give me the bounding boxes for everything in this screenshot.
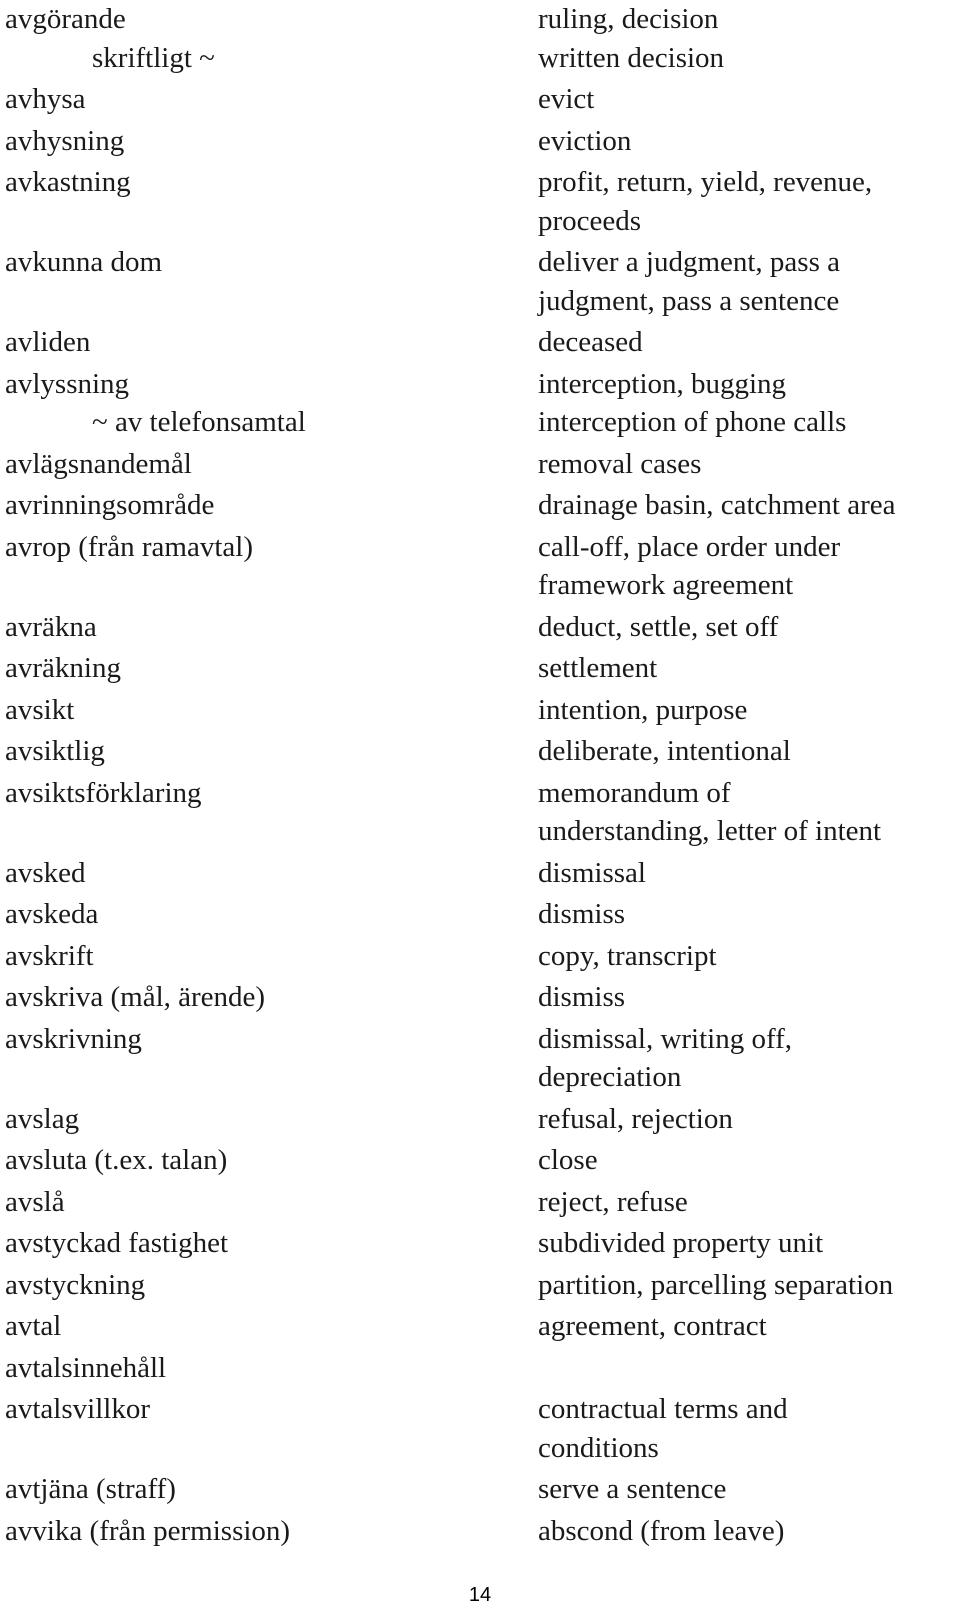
glossary-definition: [538, 1349, 958, 1388]
glossary-term: avhysning: [5, 124, 125, 157]
definition-line: dismiss: [538, 898, 626, 930]
glossary-entry: [0, 1266, 960, 1305]
definition-line: memorandum of: [538, 776, 731, 809]
glossary-term: avlyssning: [5, 367, 130, 400]
glossary-entry: [0, 1141, 960, 1180]
glossary-term: avstyckning: [5, 1268, 146, 1301]
definition-line: eviction: [538, 124, 632, 157]
definition-line: profit, return, yield, revenue,: [538, 166, 873, 198]
glossary-definition: [538, 122, 958, 161]
definition-line: judgment, pass a sentence: [538, 284, 840, 317]
glossary-definition: [538, 0, 958, 39]
glossary-entry: [0, 39, 960, 78]
definition-line: drainage basin, catchment area: [538, 489, 896, 521]
glossary-term: avkunna dom: [5, 246, 163, 278]
glossary-definition: [538, 895, 958, 934]
definition-line: deliver a judgment, pass a: [538, 246, 840, 278]
glossary-definition: [538, 1307, 958, 1346]
glossary-term: avvika (från permission): [5, 1514, 291, 1547]
glossary-term: avrop (från ramavtal): [5, 530, 253, 563]
glossary-term: avslå: [5, 1185, 65, 1218]
glossary-entry: [0, 1224, 960, 1263]
definition-line: conditions: [538, 1431, 659, 1464]
definition-line: close: [538, 1144, 598, 1176]
definition-line: reject, refuse: [538, 1185, 688, 1218]
glossary-term: avsiktlig: [5, 735, 105, 767]
glossary-entry: [0, 80, 960, 119]
glossary-entry: [0, 854, 960, 893]
glossary-definition: [538, 1470, 958, 1509]
glossary-definition: [538, 243, 958, 320]
definition-line: deduct, settle, set off: [538, 610, 779, 643]
glossary-term: avtjäna (straff): [5, 1473, 176, 1505]
glossary-subterm: skriftligt ~: [92, 41, 215, 74]
glossary-term: avskeda: [5, 898, 99, 930]
definition-line: [538, 1349, 958, 1388]
glossary-entry: [0, 1020, 960, 1097]
glossary-entry: [0, 1349, 960, 1388]
glossary-term: avräkning: [5, 652, 121, 684]
glossary-definition: [538, 1390, 958, 1467]
page-number: 14: [468, 1584, 492, 1606]
glossary-definition: [538, 1512, 958, 1551]
definition-line: partition, parcelling separation: [538, 1268, 894, 1301]
definition-line: understanding, letter of intent: [538, 815, 882, 847]
definition-line: serve a sentence: [538, 1473, 727, 1505]
definition-line: deliberate, intentional: [538, 735, 791, 767]
glossary-entry: [0, 649, 960, 688]
glossary-entry: [0, 365, 960, 404]
glossary-definition: [538, 649, 958, 688]
definition-line: framework agreement: [538, 569, 794, 601]
definition-line: abscond (from leave): [538, 1514, 785, 1547]
glossary-term: avsiktsförklaring: [5, 776, 202, 809]
glossary-term: avliden: [5, 326, 91, 358]
definition-line: agreement, contract: [538, 1310, 767, 1342]
glossary-subterm: ~ av telefonsamtal: [92, 406, 306, 438]
glossary-definition: [538, 39, 958, 78]
glossary-term: avskrift: [5, 939, 94, 972]
definition-line: ruling, decision: [538, 3, 719, 35]
glossary-entry: [0, 937, 960, 976]
glossary-entry: [0, 1183, 960, 1222]
glossary-definition: [538, 80, 958, 119]
definition-line: written decision: [538, 41, 725, 74]
glossary-entry: [0, 895, 960, 934]
glossary-term: avtal: [5, 1310, 62, 1342]
glossary-definition: [538, 937, 958, 976]
glossary-term: avskrivning: [5, 1022, 142, 1055]
glossary-entry: [0, 528, 960, 605]
glossary-entry: [0, 774, 960, 851]
glossary-definition: [538, 1266, 958, 1305]
glossary-term: avtalsinnehåll: [5, 1351, 167, 1384]
definition-line: deceased: [538, 326, 643, 358]
glossary-definition: [538, 1224, 958, 1263]
glossary-entry: [0, 732, 960, 771]
glossary-term: avsluta (t.ex. talan): [5, 1144, 228, 1176]
definition-line: intention, purpose: [538, 693, 748, 726]
glossary-term: avhysa: [5, 83, 86, 115]
glossary-term: avstyckad fastighet: [5, 1227, 229, 1259]
glossary-definition: [538, 528, 958, 605]
glossary-definition: [538, 1020, 958, 1097]
glossary-term: avslag: [5, 1102, 80, 1135]
glossary-entry: [0, 1100, 960, 1139]
glossary-term: avskriva (mål, ärende): [5, 981, 266, 1013]
glossary-entry: [0, 0, 960, 39]
glossary-entry: [0, 1307, 960, 1346]
glossary-entry: [0, 323, 960, 362]
definition-line: dismissal: [538, 856, 646, 889]
glossary-term: avsked: [5, 856, 86, 889]
glossary-term: avräkna: [5, 610, 97, 643]
definition-line: dismissal, writing off,: [538, 1022, 793, 1055]
definition-line: interception, bugging: [538, 367, 787, 400]
glossary-definition: [538, 323, 958, 362]
glossary-entry: [0, 163, 960, 240]
glossary-definition: [538, 774, 958, 851]
definition-line: copy, transcript: [538, 939, 717, 972]
glossary-entry: [0, 1470, 960, 1509]
glossary-term: avgörande: [5, 3, 126, 35]
definition-line: subdivided property unit: [538, 1227, 824, 1259]
definition-line: removal cases: [538, 447, 702, 480]
glossary-entry: [0, 122, 960, 161]
glossary-definition: [538, 608, 958, 647]
definition-line: dismiss: [538, 981, 626, 1013]
glossary-definition: [538, 1100, 958, 1139]
glossary-entry: [0, 445, 960, 484]
definition-line: call-off, place order under: [538, 530, 841, 563]
definition-line: depreciation: [538, 1061, 682, 1093]
glossary-entry: [0, 1390, 960, 1467]
glossary-definition: [538, 445, 958, 484]
glossary-entry: [0, 691, 960, 730]
glossary-entry: [0, 978, 960, 1017]
glossary-term: avrinningsområde: [5, 489, 215, 521]
glossary-definition: [538, 163, 958, 240]
glossary-entry: [0, 486, 960, 525]
glossary-term: avtalsvillkor: [5, 1393, 150, 1425]
glossary-definition: [538, 1183, 958, 1222]
definition-line: contractual terms and: [538, 1393, 788, 1425]
glossary-definition: [538, 403, 958, 442]
definition-line: interception of phone calls: [538, 406, 847, 438]
glossary-definition: [538, 732, 958, 771]
glossary-definition: [538, 1141, 958, 1180]
glossary-entry: [0, 403, 960, 442]
glossary-definition: [538, 691, 958, 730]
definition-line: settlement: [538, 652, 658, 684]
glossary-term: avkastning: [5, 166, 131, 198]
definition-line: proceeds: [538, 204, 642, 237]
glossary-entry: [0, 243, 960, 320]
glossary-term: avsikt: [5, 693, 75, 726]
glossary-definition: [538, 486, 958, 525]
glossary-definition: [538, 978, 958, 1017]
glossary-definition: [538, 365, 958, 404]
glossary-entry: [0, 608, 960, 647]
definition-line: evict: [538, 83, 595, 115]
glossary-definition: [538, 854, 958, 893]
glossary-entry: [0, 1512, 960, 1551]
definition-line: refusal, rejection: [538, 1102, 733, 1135]
glossary-term: avlägsnandemål: [5, 447, 192, 480]
